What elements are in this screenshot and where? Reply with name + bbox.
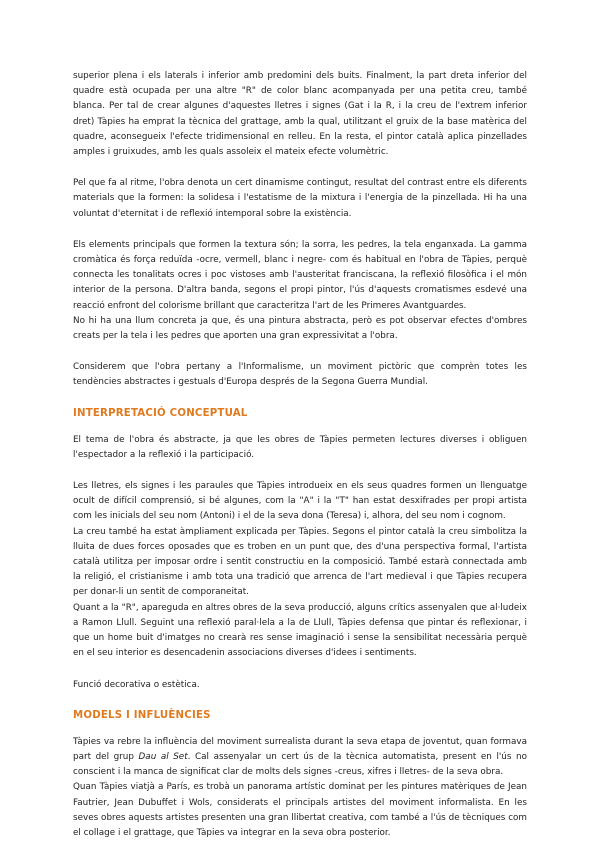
document-body	[73, 69, 527, 841]
paragraph-rhythm: Pel que fa al ritme, l'obra denota un cert dinamisme contingut, resultat del contrast entre els diferents materials que la formen: la solidesa i l'estatisme de la mixtura i l'energia de la pinzellada. Hi ha una voluntat d'eternitat i de reflexió intemporal sobre la existència.	[73, 178, 527, 219]
group-name-dau-al-set: Dau al Set	[138, 751, 188, 762]
heading-models-influencies: MODELS I INFLUÈNCIES	[73, 709, 211, 721]
paragraph-letters-signs: Les lletres, els signes i les paraules que Tàpies introdueix en els seus quadres formen un llenguatge ocult de difícil comprensió, si bé algunes, com la "A" i la "T" han estat desxifrades per propi artista com les inicials del seu nom (Antoni) i el de la seva dona (Teresa) i, alhora, del seu nom i cognom.	[73, 481, 527, 522]
heading-interpretacio-conceptual: INTERPRETACIÓ CONCEPTUAL	[73, 407, 248, 419]
paragraph-informalism: Considerem que l'obra pertany a l'Informalisme, un moviment pictòric que comprèn totes les tendències abstractes i gestuals d'Europa després de la Segona Guerra Mundial.	[73, 362, 527, 388]
paragraph-elements-colour: Els elements principals que formen la textura són; la sorra, les pedres, la tela enganxada. La gamma cromàtica és força reduïda -ocre, vermell, blanc i negre- com és habitual en l'obra de Tàpies, perquè connecta les tonalitats ocres i poc vistoses amb l'austeritat franciscana, la reflexió filosòfica i el món interior de la persona. D'altra banda, segons el propi pintor, l'ús d'aquests cromatismes esdevé una reacció enfront del colorisme brillant que caracteritza l'art de les Primeres Avantguardes.	[73, 239, 527, 311]
paragraph-texture-relief: superior plena i els laterals i inferior amb predomini dels buits. Finalment, la part dreta inferior del quadre està ocupada per una altre "R" de color blanc acompanyada per una petita creu, també blanca. Per tal de crear algunes d'aquestes lletres i signes (Gat i la R, i la creu de l'extrem inferior dret) Tàpies ha emprat la tècnica del grattage, amb la qual, utilitzant el gruix de la base matèrica del quadre, aconsegueix l'efecte tridimensional en relleu. En la resta, el pintor català aplica pinzellades amples i gruixudes, amb les quals assoleix el mateix efecte volumètric.	[73, 71, 527, 158]
paragraph-surrealism	[73, 735, 527, 781]
paragraph-paris-informalism: Quan Tàpies viatjà a París, es trobà un panorama artístic dominat per les pintures matèriques de Jean Fautrier, Jean Dubuffet i Wols, considerats el principals artistes del moviment informalista. En les seves obres aquests artistes presenten una gran llibertat creativa, com també a l'ús de tècniques com el collage i el grattage, que Tàpies va integrar en la seva obra posterior.	[73, 782, 527, 838]
surrealism-text-end: . Cal assenyalar un cert ús de la tècnica automatista, present en l'ús no conscient i la manca de significat clar de molts dels signes -creus, xifres i lletres- de la seva obra.	[73, 751, 527, 778]
paragraph-letter-r: Quant a la "R", apareguda en altres obres de la seva producció, alguns crítics assenyalen que al·ludeix a Ramon Llull. Seguint una reflexió paral·lela a la de Llull, Tàpies defensa que pintar és reflexionar, i que un home buit d'imatges no crearà res sense imaginació i sense la sensibilitat necessària perquè en el seu interior es desencadenin associacions diverses d'idees i sentiments.	[73, 602, 527, 659]
paragraph-cross: La creu també ha estat àmpliament explicada per Tàpies. Segons el pintor català la creu simbolitza la lluita de dues forces oposades que es troben en un punt que, des d'una perspectiva formal, l'artista català utilitza per imposar ordre i sentit constructiu en la composició. També estarà connectada amb la religió, el cristianisme i amb tota una tradició que arrenca de l'art medieval i que Tàpies recupera per donar-li un sentit de comporaneitat.	[73, 526, 527, 598]
paragraph-theme: El tema de l'obra és abstracte, ja que les obres de Tàpies permeten lectures diverses i obliguen l'espectador a la reflexió i la participació.	[73, 434, 527, 460]
surrealism-text-start: Tàpies va rebre la influència del moviment surrealista durant la seva etapa de joventut, quan formava part del grup	[73, 736, 527, 762]
paragraph-function: Funció decorativa o estètica.	[73, 679, 200, 690]
paragraph-light: No hi ha una llum concreta ja que, és una pintura abstracta, però es pot observar efectes d'ombres creats per la tela i les pedres que aporten una gran expressivitat a l'obra.	[73, 315, 527, 342]
